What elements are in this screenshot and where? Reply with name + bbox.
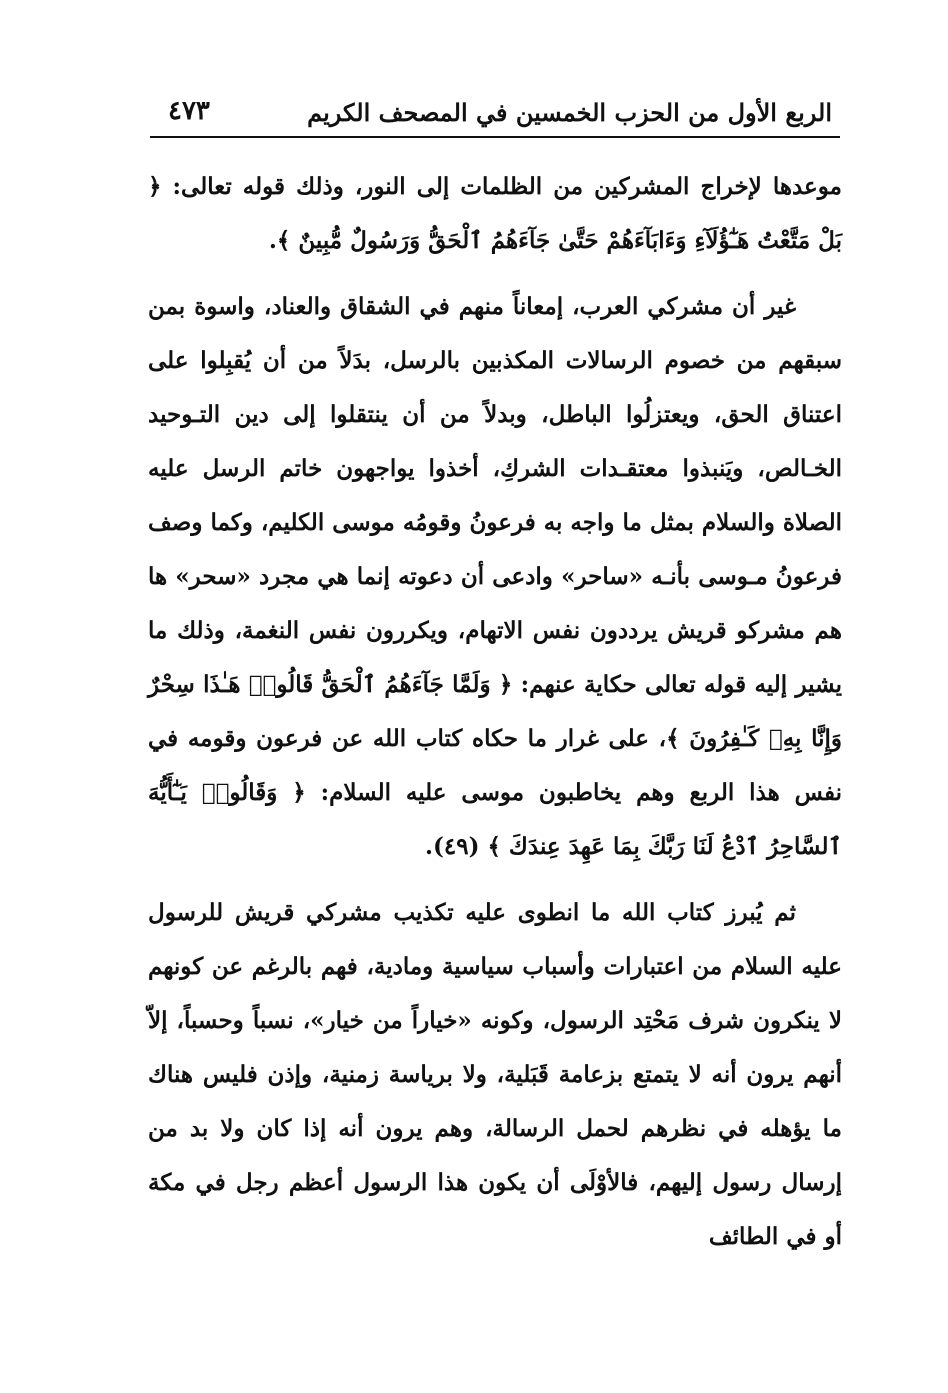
paragraph-2: غير أن مشركي العرب، إمعاناً منهم في الشقاق والعناد، واسوة بمن سبقهم من خصوم الرسالات المكذبين بالرسل، بدَلاً من أن يُقبِلوا على اعتناق الحق، ويعتزلُوا الباطل، وبدلاً من أن ينتقلوا إلى دين التـوحيد الخـالص، ويَنبذوا معتقـدات الشركِ، أخذوا يواجهون خاتم الرسل عليه الصلاة والسلام بمثل ما واجه به فرعونُ وقومُه موسى الكليم، وكما وصف فرعونُ مـوسى بأنـه «ساحر» وادعى أن دعوته إنما هي مجرد «سحر» ها هم مشركو قريش يرددون نفس الاتهام، ويكررون نفس النغمة، وذلك ما يشير إليه قوله تعالى حكاية عنهم: ﴿ وَلَمَّا جَآءَهُمُ ٱلْحَقُّ قَالُوا۟ هَـٰذَا سِحْرٌ وَإِنَّا بِهِۦ كَـٰفِرُونَ ﴾، على غرار ما حكاه كتاب الله عن فرعون وقومه في نفس هذا الربع وهم يخاطبون موسى عليه السلام: ﴿ وَقَالُوا۟ يَـٰٓأَيُّهَ ٱلسَّاحِرُ ٱدْعُ لَنَا رَبَّكَ بِمَا عَهِدَ عِندَكَ ﴾ (٤٩).: [148, 293, 842, 860]
header-rule: [150, 136, 840, 138]
paragraph-3: ثم يُبرز كتاب الله ما انطوى عليه تكذيب مشركي قريش للرسول عليه السلام من اعتبارات وأسباب سياسية ومادية، فهم بالرغم عن كونهم لا ينكرون شرف مَحْتِد الرسول، وكونه «خياراً من خيار»، نسباً وحسباً، إلاّ أنهم يرون أنه لا يتمتع بزعامة قَبَلية، ولا برياسة زمنية، وإذن فليس هناك ما يؤهله في نظرهم لحمل الرسالة، وهم يرون أنه إذا كان ولا بد من إرسال رسول إليهم، فالأوْلَى أن يكون هذا الرسول أعظم رجل في مكة أو في الطائف: [148, 899, 842, 1250]
body-text: [148, 160, 842, 1264]
page-number: ٤٧٣: [168, 96, 210, 126]
running-title: الربع الأول من الحزب الخمسين في المصحف الكريم: [307, 98, 832, 127]
paragraph-1: موعدها لإخراج المشركين من الظلمات إلى النور، وذلك قوله تعالى: ﴿ بَلْ مَتَّعْتُ هَـٰٓؤُلَآءِ وَءَابَآءَهُمْ حَتَّىٰ جَآءَهُمُ ٱلْحَقُّ وَرَسُولٌ مُّبِينٌ ﴾.: [148, 173, 842, 254]
page-header: [150, 88, 840, 136]
